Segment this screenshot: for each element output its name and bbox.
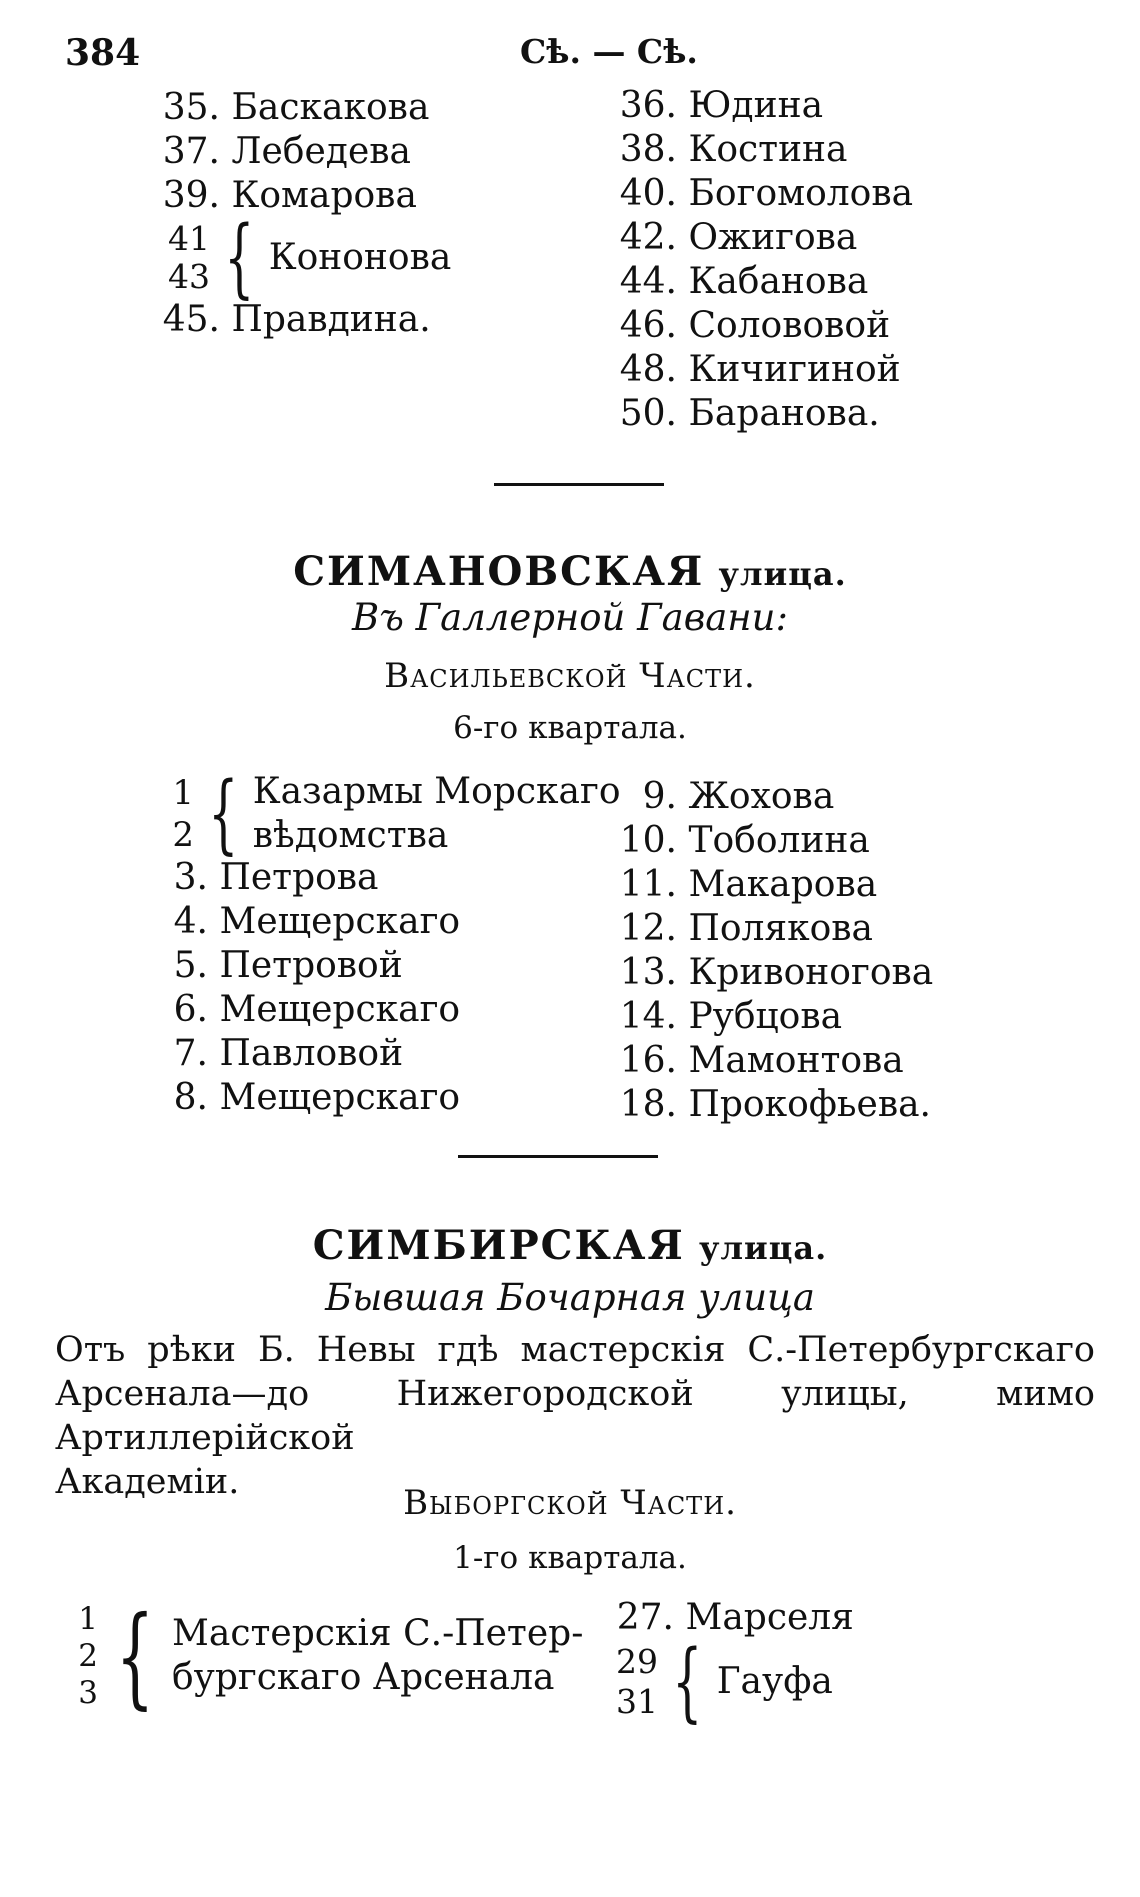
list-item: 10. Тоболина — [619, 820, 870, 861]
page-number: 384 — [65, 32, 141, 74]
list-item: 48. Кичигиной — [619, 349, 901, 390]
list-item: 5. Петровой — [173, 945, 403, 986]
list-item: 9. Жохова — [642, 776, 835, 817]
grouped-numbers: 29 31 — [616, 1642, 658, 1721]
list-item: 45. Правдина. — [162, 299, 431, 340]
list-item: 18. Прокофьева. — [619, 1084, 931, 1125]
street-title: СИМБИРСКАЯ улица. — [312, 1222, 828, 1269]
grouped-numbers: 1 2 — [172, 773, 194, 855]
brace-icon: { — [672, 1632, 703, 1732]
simbirskaya-right-column — [612, 1596, 854, 1732]
running-head: Сѣ. — Сѣ. — [520, 32, 698, 71]
list-item: 38. Костина — [619, 129, 848, 170]
simanovskaya-left-column — [170, 764, 621, 1120]
grouped-numbers: 1 2 3 — [78, 1600, 98, 1711]
quarter-heading: 6-го квартала. — [453, 710, 687, 746]
street-location: Въ Галлерной Гавани: — [352, 596, 788, 639]
grouped-entry: 41 43 { Кононова — [160, 218, 451, 298]
section-divider — [458, 1155, 658, 1158]
list-item: 39. Комарова — [162, 175, 417, 216]
list-item: 50. Баранова. — [619, 393, 880, 434]
district-heading: Васильевской Части. — [384, 656, 756, 696]
list-item: 36. Юдина — [619, 85, 824, 126]
list-item: 11. Макарова — [619, 864, 878, 905]
route-description: Отъ рѣки Б. Невы гдѣ мастерскія С.-Петербургскаго Арсенала—до Нижегородской улицы, мимо Артиллерійской Академіи. — [55, 1330, 1095, 1502]
list-item: 16. Мамонтова — [619, 1040, 904, 1081]
brace-icon: { — [224, 208, 255, 308]
list-item: 8. Мещерскаго — [173, 1077, 461, 1118]
list-item: 7. Павловой — [173, 1033, 404, 1074]
simanovskaya-right-column — [615, 775, 933, 1127]
list-item: 6. Мещерскаго — [173, 989, 461, 1030]
grouped-entry: 1 2 { Казармы Морскаго вѣдомства — [170, 772, 621, 856]
section-divider — [494, 483, 664, 486]
list-item: 14. Рубцова — [619, 996, 843, 1037]
list-item: 27. Марселя — [616, 1597, 854, 1638]
simbirskaya-left-column — [72, 1592, 584, 1720]
brace-icon: { — [115, 1592, 155, 1720]
grouped-entry: 1 2 3 { Мастерскія С.-Петер- бургскаго Арсенала — [72, 1596, 583, 1716]
list-item: 13. Кривоногова — [619, 952, 934, 993]
list-item: 46. Солововой — [619, 305, 891, 346]
grouped-numbers: 41 43 — [168, 219, 210, 296]
list-item: 40. Богомолова — [619, 173, 914, 214]
street-title: СИМАНОВСКАЯ улица. — [293, 548, 847, 595]
former-street-name: Бывшая Бочарная улица — [325, 1276, 815, 1319]
district-heading: Выборгской Части. — [403, 1483, 737, 1523]
prev-street-left-column — [160, 86, 451, 342]
list-item: 12. Полякова — [619, 908, 874, 949]
list-item: 35. Баскакова — [162, 87, 430, 128]
list-item: 3. Петрова — [173, 857, 379, 898]
grouped-entry: 29 31 { Гауфа — [612, 1640, 854, 1724]
quarter-heading: 1-го квартала. — [453, 1540, 687, 1576]
list-item: 44. Кабанова — [619, 261, 869, 302]
list-item: 4. Мещерскаго — [173, 901, 461, 942]
brace-icon: { — [208, 764, 239, 864]
list-item: 37. Лебедева — [162, 131, 411, 172]
list-item: 42. Ожигова — [619, 217, 858, 258]
prev-street-right-column — [615, 84, 913, 436]
